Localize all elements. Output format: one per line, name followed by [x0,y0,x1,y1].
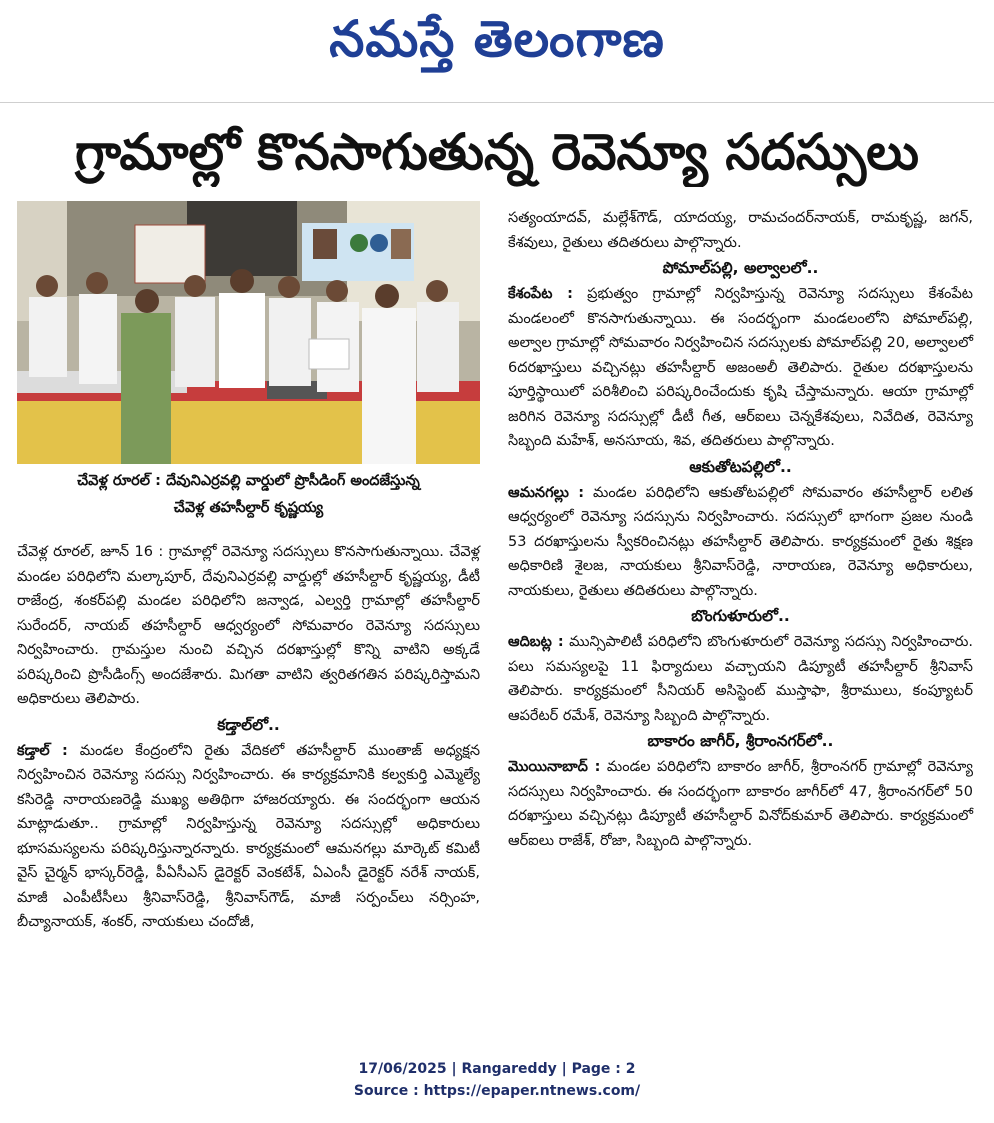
masthead [0,6,994,72]
masthead-divider [0,102,994,103]
place-label: కడ్తాల్ : [17,742,68,759]
section-paragraph [508,755,973,853]
headline: గ్రామాల్లో కొనసాగుతున్న రెవెన్యూ సదస్సులు [75,123,919,181]
section-heading: బాకారం జాగీర్, శ్రీరాంనగర్‌లో.. [647,732,834,750]
footer-date-edition: 17/06/2025 | Rangareddy | Page : 2 [358,1061,636,1077]
place-label: ఆమనగల్లు : [508,484,585,501]
left-column [17,540,480,935]
section-paragraph [508,630,973,728]
place-label: కేశంపేట : [508,286,573,302]
news-photo [17,201,480,464]
section-paragraph [508,481,973,604]
photo-caption [17,468,480,522]
place-label: ఆదిబట్ల : [508,634,564,650]
footer-source: Source : https://epaper.ntnews.com/ [353,1083,641,1099]
continuation-paragraph: సత్యంయాదవ్, మల్లేశ్‌గౌడ్, యాదయ్య, రామచందర్‌నాయక్, రామకృష్ణ, జగన్, కేశవులు, రైతులు తదితరులు పాల్గొన్నారు. [508,210,973,251]
section-body: మండల పరిధిలోని ఆకుతోటపల్లిలో సోమవారం తహసీల్దార్ లలిత ఆధ్వర్యంలో రెవెన్యూ సదస్సును నిర్వహించారు. సదస్సులో భాగంగా ప్రజల నుండి 53 దరఖాస్తులను స్వీకరించినట్లు తహసీల్దార్ తెలిపారు. కార్యక్రమంలో రైతు శిక్షణ అధికారిణి శైలజ, నాయకులు శ్రీనివాస్‌రెడ్డి, నారాయణ, రెవెన్యూ అధికారులు, నాయకులు, రైతులు తదితరులు పాల్గొన్నారు. [508,484,973,599]
place-label: మొయినాబాద్ : [508,759,601,775]
section-body: మండల కేంద్రంలోని రైతు వేదికలో తహసీల్దార్ ముంతాజ్ అధ్యక్షన నిర్వహించిన రెవెన్యూ సదస్సు నిర్వహించారు. ఈ కార్యక్రమానికి కల్వకుర్తి ఎమ్మెల్యే కసిరెడ్డి నారాయణరెడ్డి ముఖ్య అతిథిగా హాజరయ్యారు. ఈ సందర్భంగా ఆయన మాట్లాడుతూ.. గ్రామాల్లో నిర్వహిస్తున్న రెవెన్యూ సదస్సుల్లో అధికారులు భూసమస్యలను పరిష్కరిస్తున్నారన్నారు. కార్యక్రమంలో ఆమనగల్లు మార్కెట్ కమిటీ వైస్ చైర్మన్ భాస్కర్‌రెడ్డి, పీఏసీఎస్ డైరెక్టర్ వెంకటేశ్, ఏఎంసీ డైరెక్టర్ నరేశ్ నాయక్, మాజీ ఎంపీటీసీలు శ్రీనివాస్‌రెడ్డి, శ్రీనివాస్‌గౌడ్, మాజీ సర్పంచ్‌లు నర్సింహ, బీచ్యానాయక్, శంకర్, నాయకులు చందోజీ, [17,742,480,930]
masthead-title: నమస్తే తెలంగాణ [329,9,665,68]
section-paragraph [508,282,973,454]
caption-line-2: చేవెళ్ల తహసీల్దార్ కృష్ణయ్య [173,500,324,516]
section-body: ప్రభుత్వం గ్రామాల్లో నిర్వహిస్తున్న రెవెన్యూ సదస్సులు కేశంపేట మండలంలో కొనసాగుతున్నాయి. ఈ సందర్భంగా మండలంలోని పోమాల్‌పల్లి, అల్వాల గ్రామాల్లో సోమవారం నిర్వహించిన సదస్సులకు పోమాల్‌పల్లి 20, అల్వాలలో 6దరఖాస్తులు వచ్చినట్లు తహసీల్దార్ అజంఅలీ తెలిపారు. రైతుల దరఖాస్తులను పూర్తిస్థాయిలో పరిశీలించి పరిష్కరించేందుకు కృషి చేస్తామన్నారు. ఆయా గ్రామాల్లో జరిగిన రెవెన్యూ సదస్సుల్లో డీటీ గీత, ఆర్‌ఐలు చెన్నకేశవులు, నివేదిత, రెవెన్యూ సిబ్బంది మహేశ్, అనసూయ, శివ, తదితరులు పాల్గొన్నారు. [508,286,973,449]
lead-paragraph: చేవెళ్ల రూరల్, జూన్ 16 : గ్రామాల్లో రెవెన్యూ సదస్సులు కొనసాగుతున్నాయి. చేవెళ్ల మండల పరిధిలోని మల్కాపూర్, దేవునిఎర్రవల్లి వార్డుల్లో తహసీల్దార్ కృష్ణయ్య, డీటీ రాజేంద్ర, శంకర్‌పల్లి మండల పరిధిలోని జన్వాడ, ఎల్వర్తి గ్రామాల్లో తహసీల్దార్ సురేందర్, నాయబ్ తహసీల్దార్ ఆధ్వర్యంలో సోమవారం రెవెన్యూ సదస్సులు నిర్వహించారు. గ్రామస్తుల నుంచి వచ్చిన దరఖాస్తుల్లో కొన్ని వాటిని అక్కడే పరిష్కరించి ప్రొసీడింగ్స్ అందజేశారు. మిగతా వాటిని త్వరితగతిన పరిష్కరిస్తామని అధికారులు తెలిపారు. [17,544,480,707]
section-heading: ఆకుతోటపల్లిలో.. [689,457,792,476]
section-body: మండల పరిధిలోని బాకారం జాగీర్, శ్రీరాంనగర్ గ్రామాల్లో రెవెన్యూ సదస్సులు నిర్వహించారు. ఈ సందర్భంగా బాకారం జాగీర్‌లో 47, శ్రీరాంనగర్‌లో 50 దరఖాస్తులు వచ్చినట్లు డిప్యూటీ తహసీల్దార్ వినోద్‌కుమార్ తెలిపారు. కార్యక్రమంలో ఆర్‌ఐలు రాజేశ్, రోజా, సిబ్బంది పాల్గొన్నారు. [508,759,974,849]
footer [0,1058,994,1102]
section-heading: పోమాల్‌పల్లి, అల్వాలలో.. [662,259,819,277]
section-body: మున్సిపాలిటీ పరిధిలోని బొంగుళూరులో రెవెన్యూ సదస్సు నిర్వహించారు. పలు సమస్యలపై 11 ఫిర్యాదులు వచ్చాయని డిప్యూటీ తహసీల్దార్ శ్రీనివాస్ తెలిపారు. కార్యక్రమంలో సీనియర్ అసిస్టెంట్ ముస్తాఫా, శ్రీరాములు, కంప్యూటర్ ఆపరేటర్ రమేశ్, రెవెన్యూ సిబ్బంది పాల్గొన్నారు. [508,634,973,724]
section-paragraph [17,739,480,935]
right-column [508,206,973,853]
section-heading: బొంగుళూరులో.. [691,607,790,625]
caption-line-1: చేవెళ్ల రూరల్ : దేవునిఎర్రవల్లి వార్డులో ప్రొసీడింగ్ అందజేస్తున్న [77,473,420,489]
section-heading: కడ్తాల్‌లో.. [217,715,280,734]
